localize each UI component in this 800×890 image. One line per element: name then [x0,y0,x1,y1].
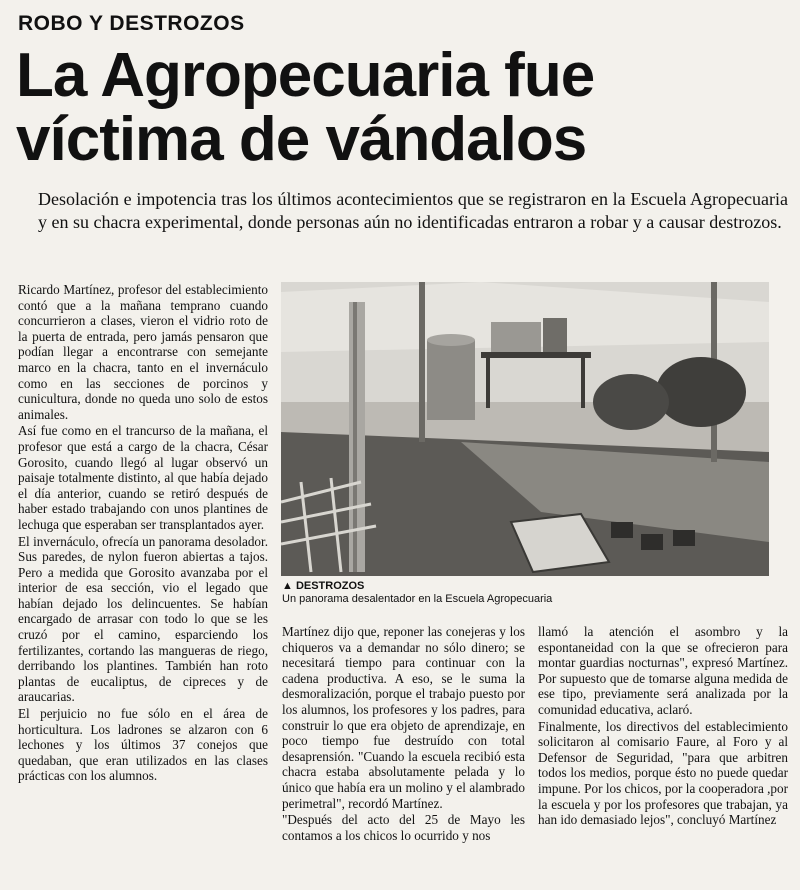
paragraph: Martínez dijo que, reponer las conejeras y los chiqueros va a demandar no sólo dinero; se necesitará tiempo para continuar con la cadena productiva. A eso, se le suma la desmoralización, porque el trabajo puesto por los alumnos, los profesores y los padres, para construir lo que era objeto de aprendizaje, en poco tiempo fue destruído con total desaprensión. "Cuando la escuela recibió esta chacra estaba absolutamente pelada y lo único que había era un molino y el alambrado perimetral", recordó Martínez. [282,624,525,811]
article-column-3 [538,624,788,829]
greenhouse-photo-illustration [281,282,769,576]
article-column-1 [18,282,268,785]
lede-paragraph: Desolación e impotencia tras los últimos acontecimientos que se registraron en la Escuela Agropecuaria y en su chacra experimental, donde personas aún no identificadas entraron a robar y a causar destrozos. [38,189,788,232]
headline [16,41,796,174]
paragraph: Ricardo Martínez, profesor del establecimiento contó que a la mañana temprano cuando concurrieron a clases, vieron el vidrio roto de la puerta de entrada, pero jamás pensaron que podían llegar a encontrarse con semejante marco en la chacra, tanto en el invernáculo como en las secciones de porcinos y cunicultura, donde no queda uno solo de estos animales. [18,282,268,422]
headline-line-1: La Agropecuaria fue [16,41,595,110]
paragraph: Así fue como en el trancurso de la mañana, el profesor que está a cargo de la chacra, César Gorosito, cuando llegó al lugar observó un paisaje totalmente distinto, al que había dejado el día anterior, cuando se retiró después de haber estado trabajando con unos plantines de lechuga que esperaban ser transplantados ayer. [18,423,268,532]
photo-caption [282,580,770,606]
headline-line-2: víctima de vándalos [16,105,587,174]
caption-text: Un panorama desalentador en la Escuela Agropecuaria [282,593,553,605]
article-photo [281,282,769,576]
paragraph: "Después del acto del 25 de Mayo les contamos a los chicos lo ocurrido y nos [282,812,525,843]
paragraph: El invernáculo, ofrecía un panorama desolador. Sus paredes, de nylon fueron abiertas a tajos. Pero a medida que Gorosito avanzaba por el interior de esa sección, vio el legado que habían dejado los delincuentes. Se habían encargado de arrasar con todo lo que se les cruzó por el camino, esparciendo los fertilizantes, cortando las mangueras de riego, derribando los plantines. También han roto plantas de eucaliptus, de cipreces y de araucarias. [18,533,268,705]
paragraph: El perjuicio no fue sólo en el área de horticultura. Los ladrones se alzaron con 6 lechones y los últimos 37 conejos que quedaban, que eran utilizados en las clases prácticas con los alumnos. [18,706,268,784]
article-column-2 [282,624,525,844]
section-kicker: ROBO Y DESTROZOS [18,12,245,35]
caption-title: ▲ DESTROZOS [282,580,365,592]
paragraph: llamó la atención el asombro y la espontaneidad con la que se ofrecieron para montar guardias nocturnas", expresó Martínez. Por supuesto que de tomarse alguna medida de ese tipo, previamente será analizada por la comunidad educativa, aclaró. [538,624,788,717]
paragraph: Finalmente, los directivos del establecimiento solicitaron al comisario Faure, al Foro y al Defensor de Seguridad, "para que arbitren todos los medios, porque ésto no puede quedar impune. Por los chicos, por la cooperadora ,por la escuela y por los profesores que trabajan, ya han ido demasiado lejos", concluyó Martínez [538,718,788,828]
